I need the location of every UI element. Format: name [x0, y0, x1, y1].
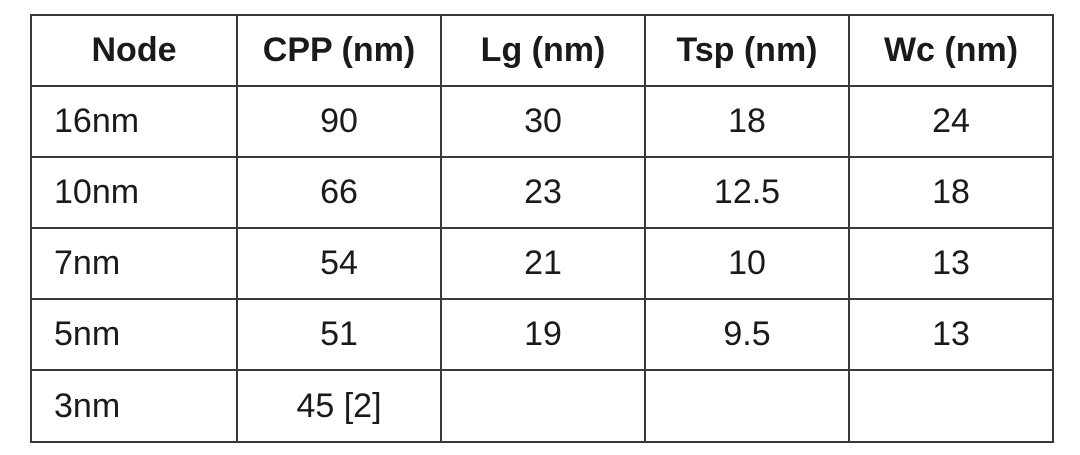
cell-node: 5nm — [31, 299, 237, 370]
cell-tsp: 12.5 — [645, 157, 849, 228]
cell-cpp: 45 [2] — [237, 370, 441, 442]
cell-lg: 23 — [441, 157, 645, 228]
cell-tsp: 18 — [645, 86, 849, 157]
cell-lg: 30 — [441, 86, 645, 157]
cell-tsp — [645, 370, 849, 442]
cell-cpp: 54 — [237, 228, 441, 299]
cell-wc — [849, 370, 1053, 442]
cell-wc: 18 — [849, 157, 1053, 228]
header-node: Node — [31, 15, 237, 86]
header-lg: Lg (nm) — [441, 15, 645, 86]
cell-wc: 13 — [849, 228, 1053, 299]
cell-node: 10nm — [31, 157, 237, 228]
table-row — [31, 86, 1053, 157]
header-row — [31, 15, 1053, 86]
cell-lg: 21 — [441, 228, 645, 299]
cell-node: 16nm — [31, 86, 237, 157]
table-row — [31, 157, 1053, 228]
header-tsp: Tsp (nm) — [645, 15, 849, 86]
cell-wc: 24 — [849, 86, 1053, 157]
cell-cpp: 66 — [237, 157, 441, 228]
cell-cpp: 51 — [237, 299, 441, 370]
cell-cpp: 90 — [237, 86, 441, 157]
table-row — [31, 299, 1053, 370]
header-cpp: CPP (nm) — [237, 15, 441, 86]
cell-tsp: 9.5 — [645, 299, 849, 370]
header-wc: Wc (nm) — [849, 15, 1053, 86]
cell-node: 3nm — [31, 370, 237, 442]
cell-lg — [441, 370, 645, 442]
node-scaling-table — [30, 14, 1054, 443]
cell-wc: 13 — [849, 299, 1053, 370]
cell-node: 7nm — [31, 228, 237, 299]
table-row — [31, 228, 1053, 299]
table-row — [31, 370, 1053, 442]
cell-lg: 19 — [441, 299, 645, 370]
cell-tsp: 10 — [645, 228, 849, 299]
